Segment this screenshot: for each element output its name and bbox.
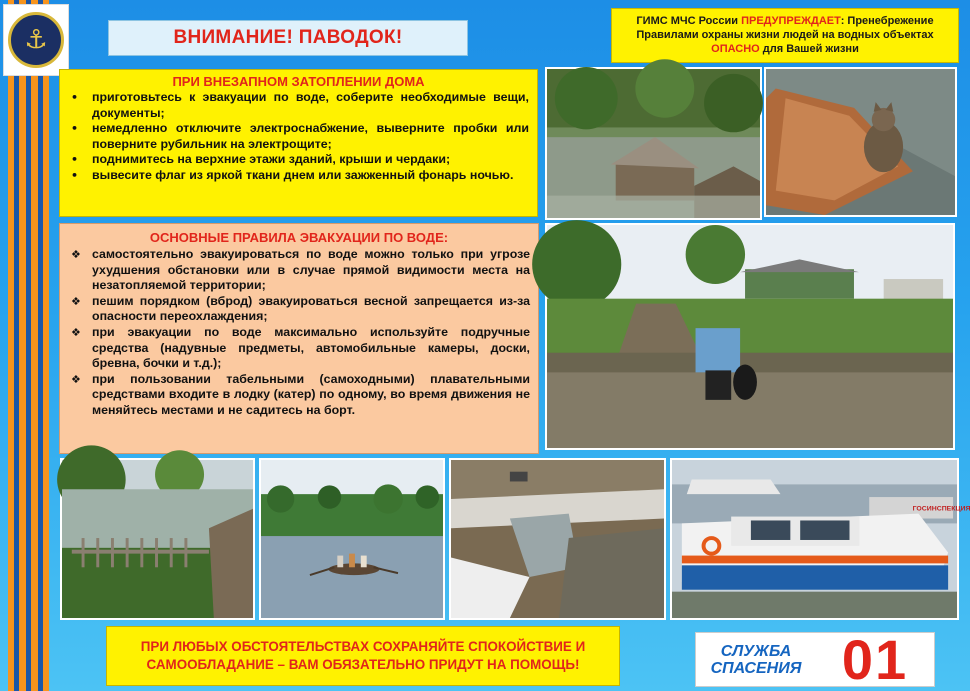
evac-item [68, 294, 530, 325]
flood-section-title: ПРИ ВНЕЗАПНОМ ЗАТОПЛЕНИИ ДОМА [172, 74, 425, 89]
service-line-2: СПАСЕНИЯ [710, 659, 802, 677]
calm-message [106, 626, 620, 686]
evacuation-rules-panel [59, 223, 539, 454]
bullet-icon: • [71, 153, 79, 167]
flood-item-text: приготовьтесь к эвакуации по воде, соберите необходимые вещи, документы; [92, 90, 529, 120]
flood-item [68, 168, 529, 184]
emergency-number: 01 [841, 628, 909, 691]
flood-instructions-panel [59, 69, 538, 217]
evac-item-text: при эвакуации по воде максимально используйте подручные средства (надувные предметы, автомобильные камеры, доски, бревна, бочки и т.д.); [92, 324, 530, 371]
bullet-icon: • [71, 91, 79, 104]
anchor-icon: ⚓ [8, 12, 64, 68]
bullet-icon: • [71, 122, 79, 136]
left-stripes [8, 0, 52, 691]
boat-label: ГОСИНСПЕКЦИЯ [912, 505, 970, 513]
evac-section-title: ОСНОВНЫЕ ПРАВИЛА ЭВАКУАЦИИ ПО ВОДЕ: [149, 230, 449, 245]
evac-item [68, 325, 530, 372]
flood-list [68, 90, 529, 184]
warning-org: ГИМС МЧС России [636, 15, 739, 27]
diamond-bullet-icon: ❖ [71, 294, 81, 308]
photo-cat-on-roof [764, 67, 957, 217]
evac-item-text: самостоятельно эвакуироваться по воде можно только при угрозе ухудшения обстановки или в случае прямой видимости места на незатопляемой территории; [92, 247, 530, 293]
service-line-1: СЛУЖБА [720, 642, 792, 660]
flood-item [68, 121, 529, 152]
rescue-service-badge [695, 628, 935, 691]
warning-verb: ПРЕДУПРЕЖДАЕТ [741, 15, 841, 27]
warning-text-1: : Пренебрежение Правилами охраны жизни людей на водных объектах [636, 15, 934, 41]
photo-people-wading [545, 223, 955, 450]
diamond-bullet-icon: ❖ [71, 248, 81, 261]
photo-hovercraft [670, 458, 970, 620]
flood-item-text: поднимитесь на верхние этажи зданий, крыши и чердаки; [92, 152, 451, 167]
photo-washed-out-road [449, 458, 666, 620]
warning-text-2: для Вашей жизни [762, 43, 859, 55]
evac-item [68, 372, 530, 419]
diamond-bullet-icon: ❖ [71, 372, 81, 386]
flood-item [68, 90, 529, 121]
flood-item-text: немедленно отключите электроснабжение, выверните пробки или поверните рубильник на электрощите; [92, 121, 529, 151]
photo-flooded-yard [60, 458, 255, 620]
flood-item [68, 152, 529, 168]
warning-danger: ОПАСНО [711, 43, 760, 55]
calm-message-line-1: ПРИ ЛЮБЫХ ОБСТОЯТЕЛЬСТВАХ СОХРАНЯЙТЕ СПОКОЙСТВИЕ И [140, 639, 586, 654]
photo-rowing-boat [259, 458, 445, 620]
bullet-icon: • [71, 168, 79, 182]
evac-item-text: при пользовании табельными (самоходными) плавательными средствами входите в лодку (катер) по одному, во время движения не меняйтесь местами и не садитесь на борт. [92, 371, 530, 417]
evac-list [68, 247, 530, 419]
photo-flooded-houses [545, 67, 762, 220]
evac-item-text: пешим порядком (вброд) эвакуироваться весной запрещается из-за опасности переохлаждения; [92, 293, 530, 324]
diamond-bullet-icon: ❖ [71, 325, 81, 339]
service-name [696, 643, 816, 677]
warning-box [611, 8, 959, 63]
calm-message-line-2: САМООБЛАДАНИЕ – ВАМ ОБЯЗАТЕЛЬНО ПРИДУТ НА ПОМОЩЬ! [146, 657, 580, 672]
evac-item [68, 247, 530, 294]
page-title: ВНИМАНИЕ! ПАВОДОК! [108, 20, 468, 56]
flood-item-text: вывесите флаг из яркой ткани днем или зажженный фонарь ночью. [92, 167, 514, 182]
gims-logo [3, 4, 69, 76]
